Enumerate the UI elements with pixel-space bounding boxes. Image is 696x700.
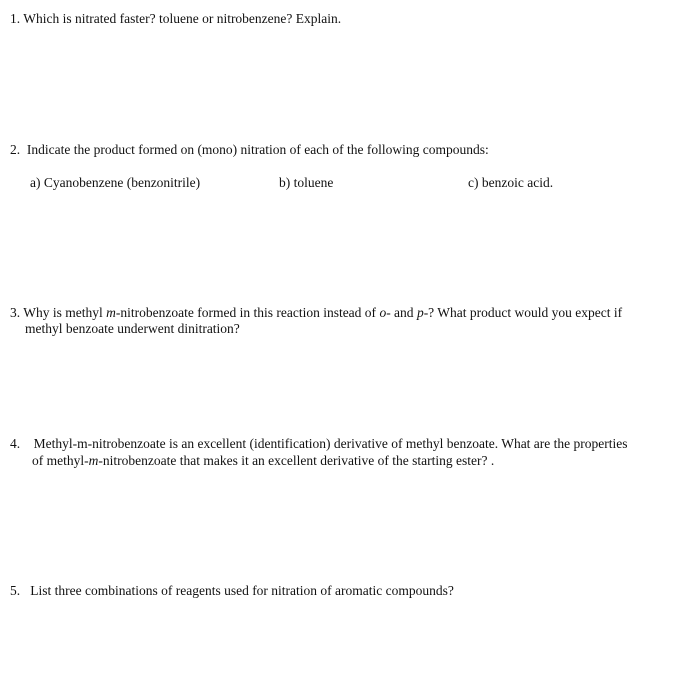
question-3-italic-m: m <box>106 305 116 320</box>
question-2-part-b: b) toluene <box>279 175 334 190</box>
question-4-line-2-b: -nitrobenzoate that makes it an excellent derivative of the starting ester? . <box>98 453 495 468</box>
question-2-text: Indicate the product formed on (mono) nitration of each of the following compounds: <box>26 142 489 157</box>
question-3-italic-p: p <box>416 305 424 320</box>
question-3-italic-o: o <box>379 305 387 320</box>
question-3 <box>10 304 622 321</box>
question-2 <box>10 141 489 158</box>
question-3-number: 3. <box>10 305 21 320</box>
question-5-number: 5. <box>10 583 21 598</box>
question-4-line-2 <box>32 452 494 469</box>
question-4 <box>10 435 628 452</box>
question-3-text-d: -? What product would you expect if <box>423 305 623 320</box>
question-1-text: Which is nitrated faster? toluene or nitrobenzene? Explain. <box>23 11 342 26</box>
question-3-text-b: -nitrobenzoate formed in this reaction instead of <box>115 305 380 320</box>
question-4-number: 4. <box>10 436 21 451</box>
question-2-part-c: c) benzoic acid. <box>468 175 554 190</box>
question-5 <box>10 582 454 599</box>
question-2-number: 2. <box>10 142 21 157</box>
question-4-line-1: Methyl-m-nitrobenzoate is an excellent (identification) derivative of methyl benzoate. What are the properties <box>33 436 628 451</box>
question-4-italic-m: m <box>88 453 99 468</box>
question-4-line-2-a: of methyl- <box>32 453 89 468</box>
question-1 <box>10 10 341 27</box>
question-1-number: 1. <box>10 11 21 26</box>
question-2-part-a: a) Cyanobenzene (benzonitrile) <box>30 175 201 190</box>
question-3-text-c: - and <box>386 305 417 320</box>
question-3-text-a: Why is methyl <box>23 305 107 320</box>
question-5-text: List three combinations of reagents used for nitration of aromatic compounds? <box>30 583 454 598</box>
question-3-line-2: methyl benzoate underwent dinitration? <box>25 321 240 336</box>
